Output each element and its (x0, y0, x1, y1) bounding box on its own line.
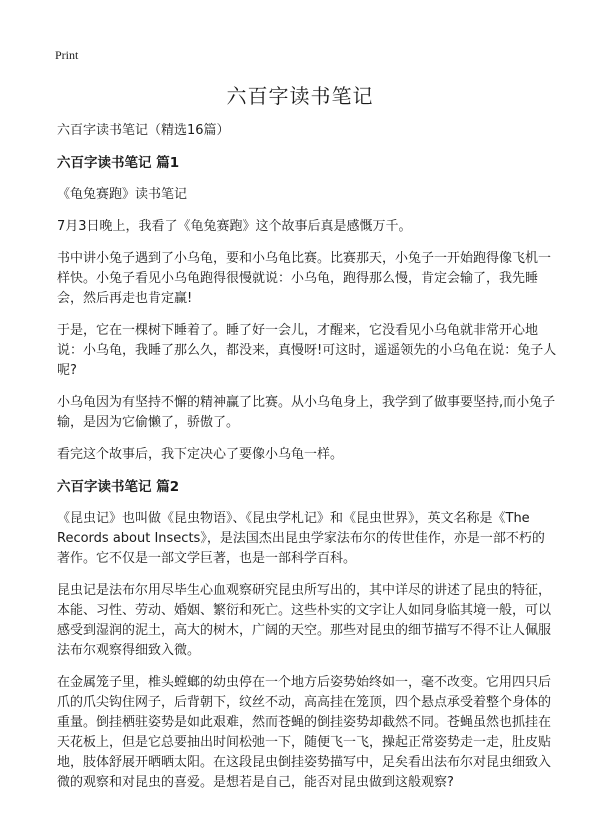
paragraph: 7月3日晚上，我看了《龟兔赛跑》这个故事后真是感慨万千。 (57, 219, 412, 234)
section-2 (57, 477, 557, 793)
page-title: 六百字读书笔记 (226, 84, 374, 108)
paragraph: 书中讲小兔子遇到了小乌龟，要和小乌龟比赛。比赛那天，小兔子一开始跑得像飞机一样快。小兔子看见小乌龟跑得很慢就说：小乌龟，跑得那么慢，肯定会输了，我先睡会，然后再走也肯定赢! (57, 251, 552, 306)
section-1 (57, 153, 557, 465)
paragraph: 《龟兔赛跑》读书笔记 (57, 187, 188, 202)
paragraph: 小乌龟因为有坚持不懈的精神赢了比赛。从小乌龟身上，我学到了做事要坚持,而小兔子输，是因为它偷懒了，骄傲了。 (57, 395, 556, 430)
paragraph: 昆虫记是法布尔用尽毕生心血观察研究昆虫所写出的，其中详尽的讲述了昆虫的特征，本能、习性、劳动、婚姻、繁衍和死亡。这些朴实的文字让人如同身临其境一般，可以感受到湿润的泥土，高大的树木，广阔的天空。那些对昆虫的细节描写不得不让人佩服法布尔观察得细致入微。 (57, 583, 552, 658)
paragraph: 看完这个故事后，我下定决心了要像小乌龟一样。 (57, 447, 344, 462)
paragraph: 《昆虫记》也叫做《昆虫物语》、《昆虫学札记》和《昆虫世界》，英文名称是《The Records about Insects》，是法国杰出昆虫学家法布尔的传世佳作，亦是一部不朽的著作。它不仅是一部文学巨著，也是一部科学百科。 (57, 511, 545, 566)
intro-line: 六百字读书笔记（精选16篇） (57, 123, 230, 138)
section-heading: 六百字读书笔记 篇1 (57, 155, 180, 171)
paragraph: 于是，它在一棵树下睡着了。睡了好一会儿，才醒来，它没看见小乌龟就非常开心地说：小乌龟，我睡了那么久，都没来，真慢呀!可这时，遥遥领先的小乌龟在说：兔子人呢? (57, 323, 557, 378)
print-link[interactable]: Print (55, 48, 79, 62)
section-heading: 六百字读书笔记 篇2 (57, 479, 180, 495)
article-body (57, 121, 557, 805)
paragraph: 在金属笼子里，椎头螳螂的幼虫停在一个地方后姿势始终如一，毫不改变。它用四只后爪的爪尖钩住网子，后背朝下，纹丝不动，高高挂在笼顶，四个悬点承受着整个身体的重量。倒挂栖驻姿势是如此艰难，然而苍蝇的倒挂姿势却截然不同。苍蝇虽然也抓挂在天花板上，但是它总要抽出时间松弛一下，随便飞一飞，操起正常姿势走一走，肚皮贴地，肢体舒展开晒晒太阳。在这段昆虫倒挂姿势描写中，足矣看出法布尔对昆虫细致入微的观察和对昆虫的喜爱。是想若是自己，能否对昆虫做到这般观察? (57, 675, 552, 790)
